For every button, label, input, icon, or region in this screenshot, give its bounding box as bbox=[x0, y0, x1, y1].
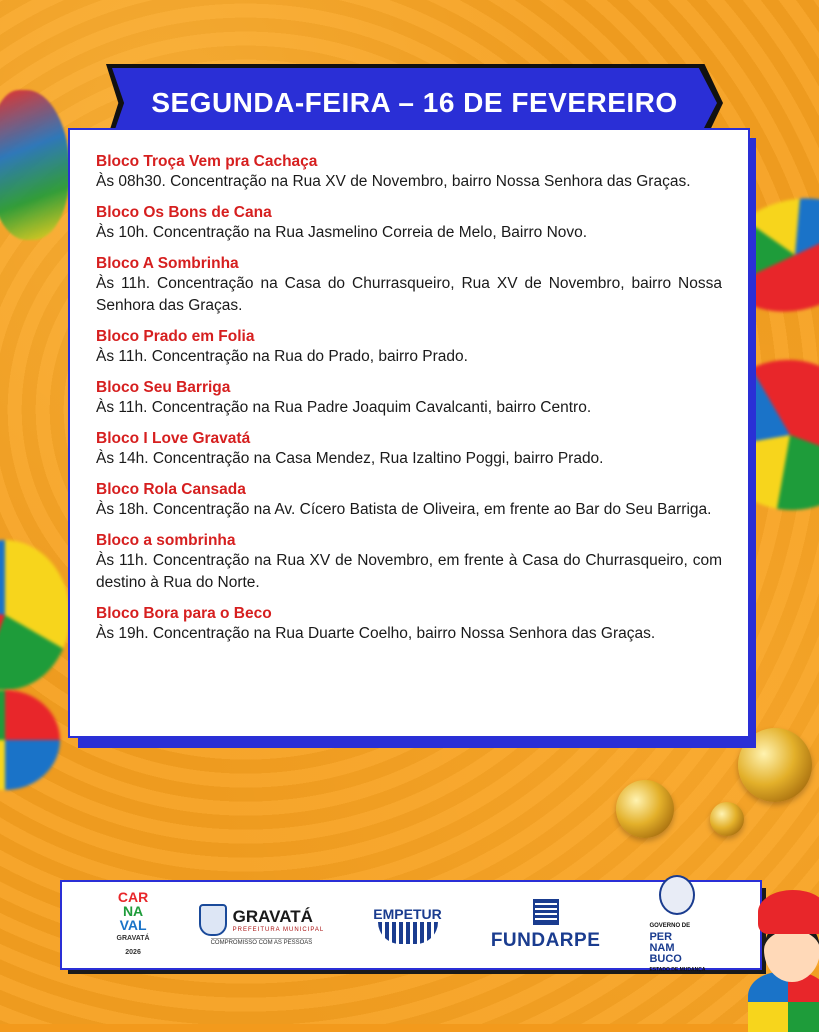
logo-text: EMPETUR bbox=[373, 906, 442, 922]
logo-year: 2026 bbox=[125, 949, 141, 956]
bloco-name: Bloco a sombrinha bbox=[96, 532, 236, 549]
logo-subtext: PREFEITURA MUNICIPAL bbox=[232, 927, 325, 933]
page-title: SEGUNDA-FEIRA – 16 DE FEVEREIRO bbox=[151, 87, 678, 118]
logo-subtext: GOVERNO DE bbox=[649, 922, 691, 929]
bloco-name: Bloco Os Bons de Cana bbox=[96, 204, 272, 221]
list-item bbox=[96, 152, 722, 193]
logo-city: GRAVATÁ bbox=[116, 935, 150, 942]
gravata-prefeitura-logo bbox=[199, 904, 325, 946]
bloco-name: Bloco Rola Cansada bbox=[96, 481, 246, 498]
list-item bbox=[96, 254, 722, 317]
fundarpe-icon bbox=[533, 899, 559, 925]
logo-text: VAL bbox=[119, 917, 147, 933]
bloco-name: Bloco Seu Barriga bbox=[96, 379, 231, 396]
logo-slogan: COMPROMISSO COM AS PESSOAS bbox=[210, 940, 313, 946]
schedule-card bbox=[68, 128, 750, 738]
logo-text: NAM bbox=[649, 941, 675, 954]
bloco-description: Às 14h. Concentração na Casa Mendez, Rua Izaltino Poggi, bairro Prado. bbox=[96, 450, 604, 467]
list-item bbox=[96, 531, 722, 594]
pernambuco-government-logo bbox=[649, 875, 705, 976]
bloco-name: Bloco Prado em Folia bbox=[96, 328, 255, 345]
carnaval-gravata-logo bbox=[117, 890, 150, 960]
list-item bbox=[96, 327, 722, 368]
bloco-description: Às 11h. Concentração na Rua Padre Joaquim Cavalcanti, bairro Centro. bbox=[96, 399, 592, 416]
bloco-name: Bloco Bora para o Beco bbox=[96, 605, 272, 622]
list-item bbox=[96, 429, 722, 470]
logo-text: BUCO bbox=[649, 952, 682, 965]
logo-text: CAR bbox=[117, 889, 149, 905]
bloco-description: Às 08h30. Concentração na Rua XV de Novembro, bairro Nossa Senhora das Graças. bbox=[96, 173, 691, 190]
bloco-name: Bloco A Sombrinha bbox=[96, 255, 239, 272]
list-item bbox=[96, 480, 722, 521]
list-item bbox=[96, 203, 722, 244]
list-item bbox=[96, 378, 722, 419]
bloco-description: Às 11h. Concentração na Rua do Prado, bairro Prado. bbox=[96, 348, 468, 365]
doll-hat bbox=[758, 890, 819, 934]
sponsor-logos-bar bbox=[62, 882, 760, 973]
bloco-description: Às 19h. Concentração na Rua Duarte Coelho, bairro Nossa Senhora das Graças. bbox=[96, 625, 656, 642]
bloco-description: Às 18h. Concentração na Av. Cícero Batista de Oliveira, em frente ao Bar do Seu Barriga. bbox=[96, 501, 712, 518]
logo-text: NA bbox=[122, 903, 144, 919]
doll-body bbox=[748, 972, 819, 1032]
list-item bbox=[96, 604, 722, 645]
bloco-description: Às 10h. Concentração na Rua Jasmelino Correia de Melo, Bairro Novo. bbox=[96, 224, 588, 241]
bloco-name: Bloco I Love Gravatá bbox=[96, 430, 251, 447]
fundarpe-logo bbox=[491, 899, 601, 952]
sequin-decoration bbox=[616, 780, 674, 838]
empetur-logo bbox=[373, 906, 441, 944]
gravata-crest-icon bbox=[199, 904, 227, 936]
logo-text: FUNDARPE bbox=[490, 929, 601, 951]
carnival-doll-mascot bbox=[740, 880, 819, 1030]
bloco-description: Às 11h. Concentração na Rua XV de Novembro, em frente à Casa do Churrasqueiro, com destino à Rua do Norte. bbox=[96, 552, 722, 591]
logo-text: GRAVATÁ bbox=[232, 907, 313, 926]
pernambuco-seal-icon bbox=[659, 875, 695, 915]
logo-slogan: ESTADO DE MUDANÇA bbox=[649, 966, 706, 973]
logo-text: PER bbox=[649, 930, 673, 943]
bloco-description: Às 11h. Concentração na Casa do Churrasqueiro, Rua XV de Novembro, bairro Nossa Senhora das Graças. bbox=[96, 275, 722, 314]
sequin-decoration bbox=[710, 802, 744, 836]
bloco-name: Bloco Troça Vem pra Cachaça bbox=[96, 153, 318, 170]
empetur-fan-icon bbox=[378, 922, 438, 944]
